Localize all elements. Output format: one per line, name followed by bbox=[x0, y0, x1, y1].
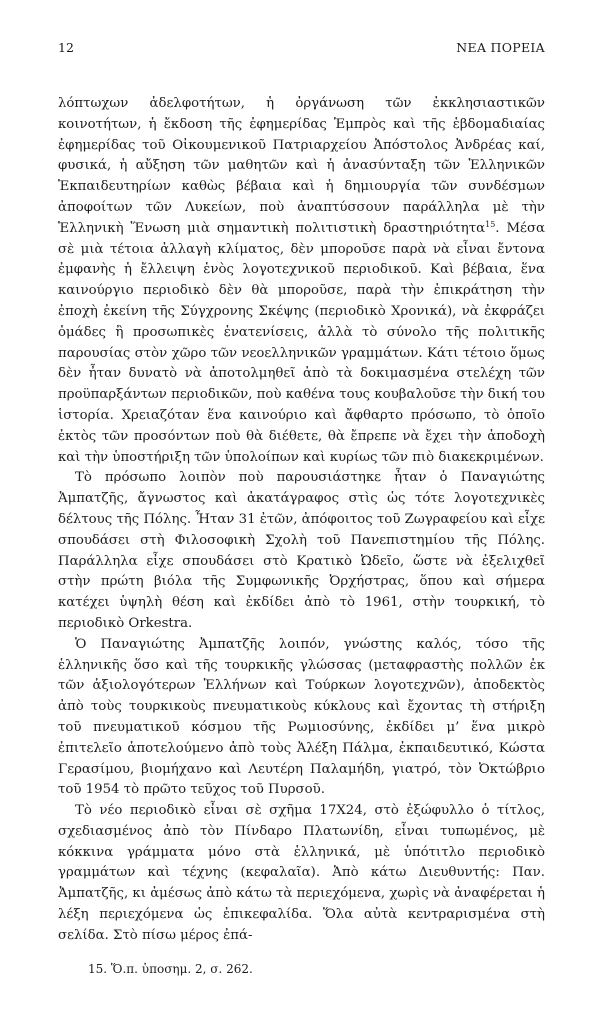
running-title: ΝΕΑ ΠΟΡΕΙΑ bbox=[456, 40, 545, 55]
body-text bbox=[58, 94, 545, 947]
page-number: 12 bbox=[58, 40, 74, 55]
paragraph-4: Τὸ νέο περιοδικὸ εἶναι σὲ σχῆμα 17Χ24, στὸ ἐξώφυλλο ὁ τίτλος, σχεδιασμένος ἀπὸ τὸν Πίνδαρο Πλατωνίδη, εἶναι τυπωμένος, μὲ κόκκινα γράμματα μόνο στὰ ἑλληνικά, μὲ ὑπότιτλο περιοδικὸ γραμμάτων καὶ τέχνης (κεφαλαῖα). Ἀπὸ κάτω Διευθυντής: Παν. Ἀμπατζῆς, κι ἀμέσως ἀπὸ κάτω τὰ περιεχόμενα, χωρὶς νὰ ἀναφέρεται ἡ λέξη περιεχόμενα ὡς ἐπικεφαλίδα. Ὅλα αὐτὰ κεντραρισμένα στὴ σελίδα. Στὸ πίσω μέρος ἐπά- bbox=[58, 803, 545, 943]
page-header bbox=[58, 40, 545, 58]
paragraph-2: Τὸ πρόσωπο λοιπὸν ποὺ παρουσιάστηκε ἦταν ὁ Παναγιώτης Ἀμπατζῆς, ἄγνωστος καὶ ἀκατάγραφος στὶς ὡς τότε λογοτεχνικὲς δέλτους τῆς Πόλης. Ἦταν 31 ἐτῶν, ἀπόφοιτος τοῦ Ζωγραφείου καὶ εἶχε σπουδάσει στὴ Φιλοσοφικὴ Σχολὴ τοῦ Πανεπιστημίου τῆς Πόλης. Παράλληλα εἶχε σπουδάσει στὸ Κρατικὸ Ὠδεῖο, ὥστε νὰ ἐξελιχθεῖ στὴν πρώτη βιόλα τῆς Συμφωνικῆς Ὀρχήστρας, ὅπου καὶ σήμερα κατέχει ὑψηλὴ θέση καὶ ἐκδίδει ἀπὸ τὸ 1961, στὴν τουρκική, τὸ περιοδικὸ Orkestra. bbox=[58, 470, 545, 631]
paragraph-1 bbox=[58, 94, 545, 468]
footnote-marker: 15 bbox=[485, 219, 496, 229]
paragraph-3: Ὁ Παναγιώτης Ἀμπατζῆς λοιπόν, γνώστης καλός, τόσο τῆς ἑλληνικῆς ὅσο καὶ τῆς τουρκικῆς γλώσσας (μεταφραστὴς πολλῶν ἐκ τῶν ἀξιολογότερων Ἑλλήνων καὶ Τούρκων λογοτεχνῶν), ἀποδεκτὸς ἀπὸ τοὺς τουρκικοὺς πνευματικοὺς κύκλους καὶ ἔχοντας τὴ στήριξη τοῦ πνευματικοῦ κόσμου τῆς Ρωμιοσύνης, ἐκδίδει μ’ ἕνα μικρὸ ἐπιτελεῖο ἀποτελούμενο ἀπὸ τοὺς Ἀλέξη Πάλμα, ἐκπαιδευτικό, Κώστα Γερασίμου, βιομήχανο καὶ Λευτέρη Παλαμήδη, γιατρό, τὸν Ὀκτώβριο τοῦ 1954 τὸ πρῶτο τεῦχος τοῦ Πυρσοῦ. bbox=[58, 636, 545, 798]
footnote: 15. Ὅ.π. ὑποσημ. 2, σ. 262. bbox=[88, 962, 253, 976]
paragraph-1-continuation: . Μέσα σὲ μιὰ τέτοια ἀλλαγὴ κλίματος, δὲν μποροῦσε παρὰ νὰ εἶναι ἔντονα ἐμφανὴς ἡ ἔλλειψη ἑνὸς λογοτεχνικοῦ περιοδικοῦ. Καὶ βέβαια, ἕνα καινούργιο περιοδικὸ δὲν θὰ μποροῦσε, παρὰ τὴν ἐπικράτηση τὴν ἐποχὴ ἐκείνη τῆς Σύγχρονης Σκέψης (περιοδικὸ Χρονικά), νὰ ἐκφράζει ὁμάδες ἢ προσωπικὲς ἐνατενίσεις, ἀλλὰ τὸ σύνολο τῆς πολιτικῆς παρουσίας στὸν χῶρο τῶν νεοελληνικῶν γραμμάτων. Κάτι τέτοιο ὅμως δὲν ἦταν δυνατὸ νὰ ἀποτολμηθεῖ ἀπὸ τὰ δοκιμασμένα στελέχη τῶν προϋπαρξάντων περιοδικῶν, ποὺ καθένα τους κουβαλοῦσε τὴν δική του ἱστορία. Χρειαζόταν ἕνα καινούριο καὶ ἄφθαρτο πρόσωπο, τὸ ὁποῖο ἐκτὸς τῶν προσόντων ποὺ θὰ διέθετε, θὰ ἔπρεπε νὰ ἔχει τὴν ἀποδοχὴ καὶ τὴν ὑποστήριξη τῶν ὑπολοίπων καὶ κυρίως τῶν πιὸ διακεκριμένων. bbox=[58, 220, 546, 465]
paragraph-1-text: λόπτωχων ἀδελφοτήτων, ἡ ὀργάνωση τῶν ἐκκλησιαστικῶν κοινοτήτων, ἡ ἔκδοση τῆς ἐφημερίδας Ἐμπρὸς καὶ τῆς ἑβδομαδιαίας ἐφημερίδας τοῦ Οἰκουμενικοῦ Πατριαρχείου Ἀπόστολος Ἀνδρέας καί, φυσικά, ἡ αὔξηση τῶν μαθητῶν καὶ ἡ ἀνασύνταξη τῶν Ἑλληνικῶν Ἐκπαιδευτηρίων καθὼς βέβαια καὶ ἡ δημιουργία τῶν συνδέσμων ἀποφοίτων τῶν Λυκείων, ποὺ ἀναπτύσσουν παράλληλα μὲ τὴν Ἑλληνικὴ Ἕνωση μιὰ σημαντικὴ πολιτιστικὴ δραστηριότητα bbox=[58, 96, 545, 236]
